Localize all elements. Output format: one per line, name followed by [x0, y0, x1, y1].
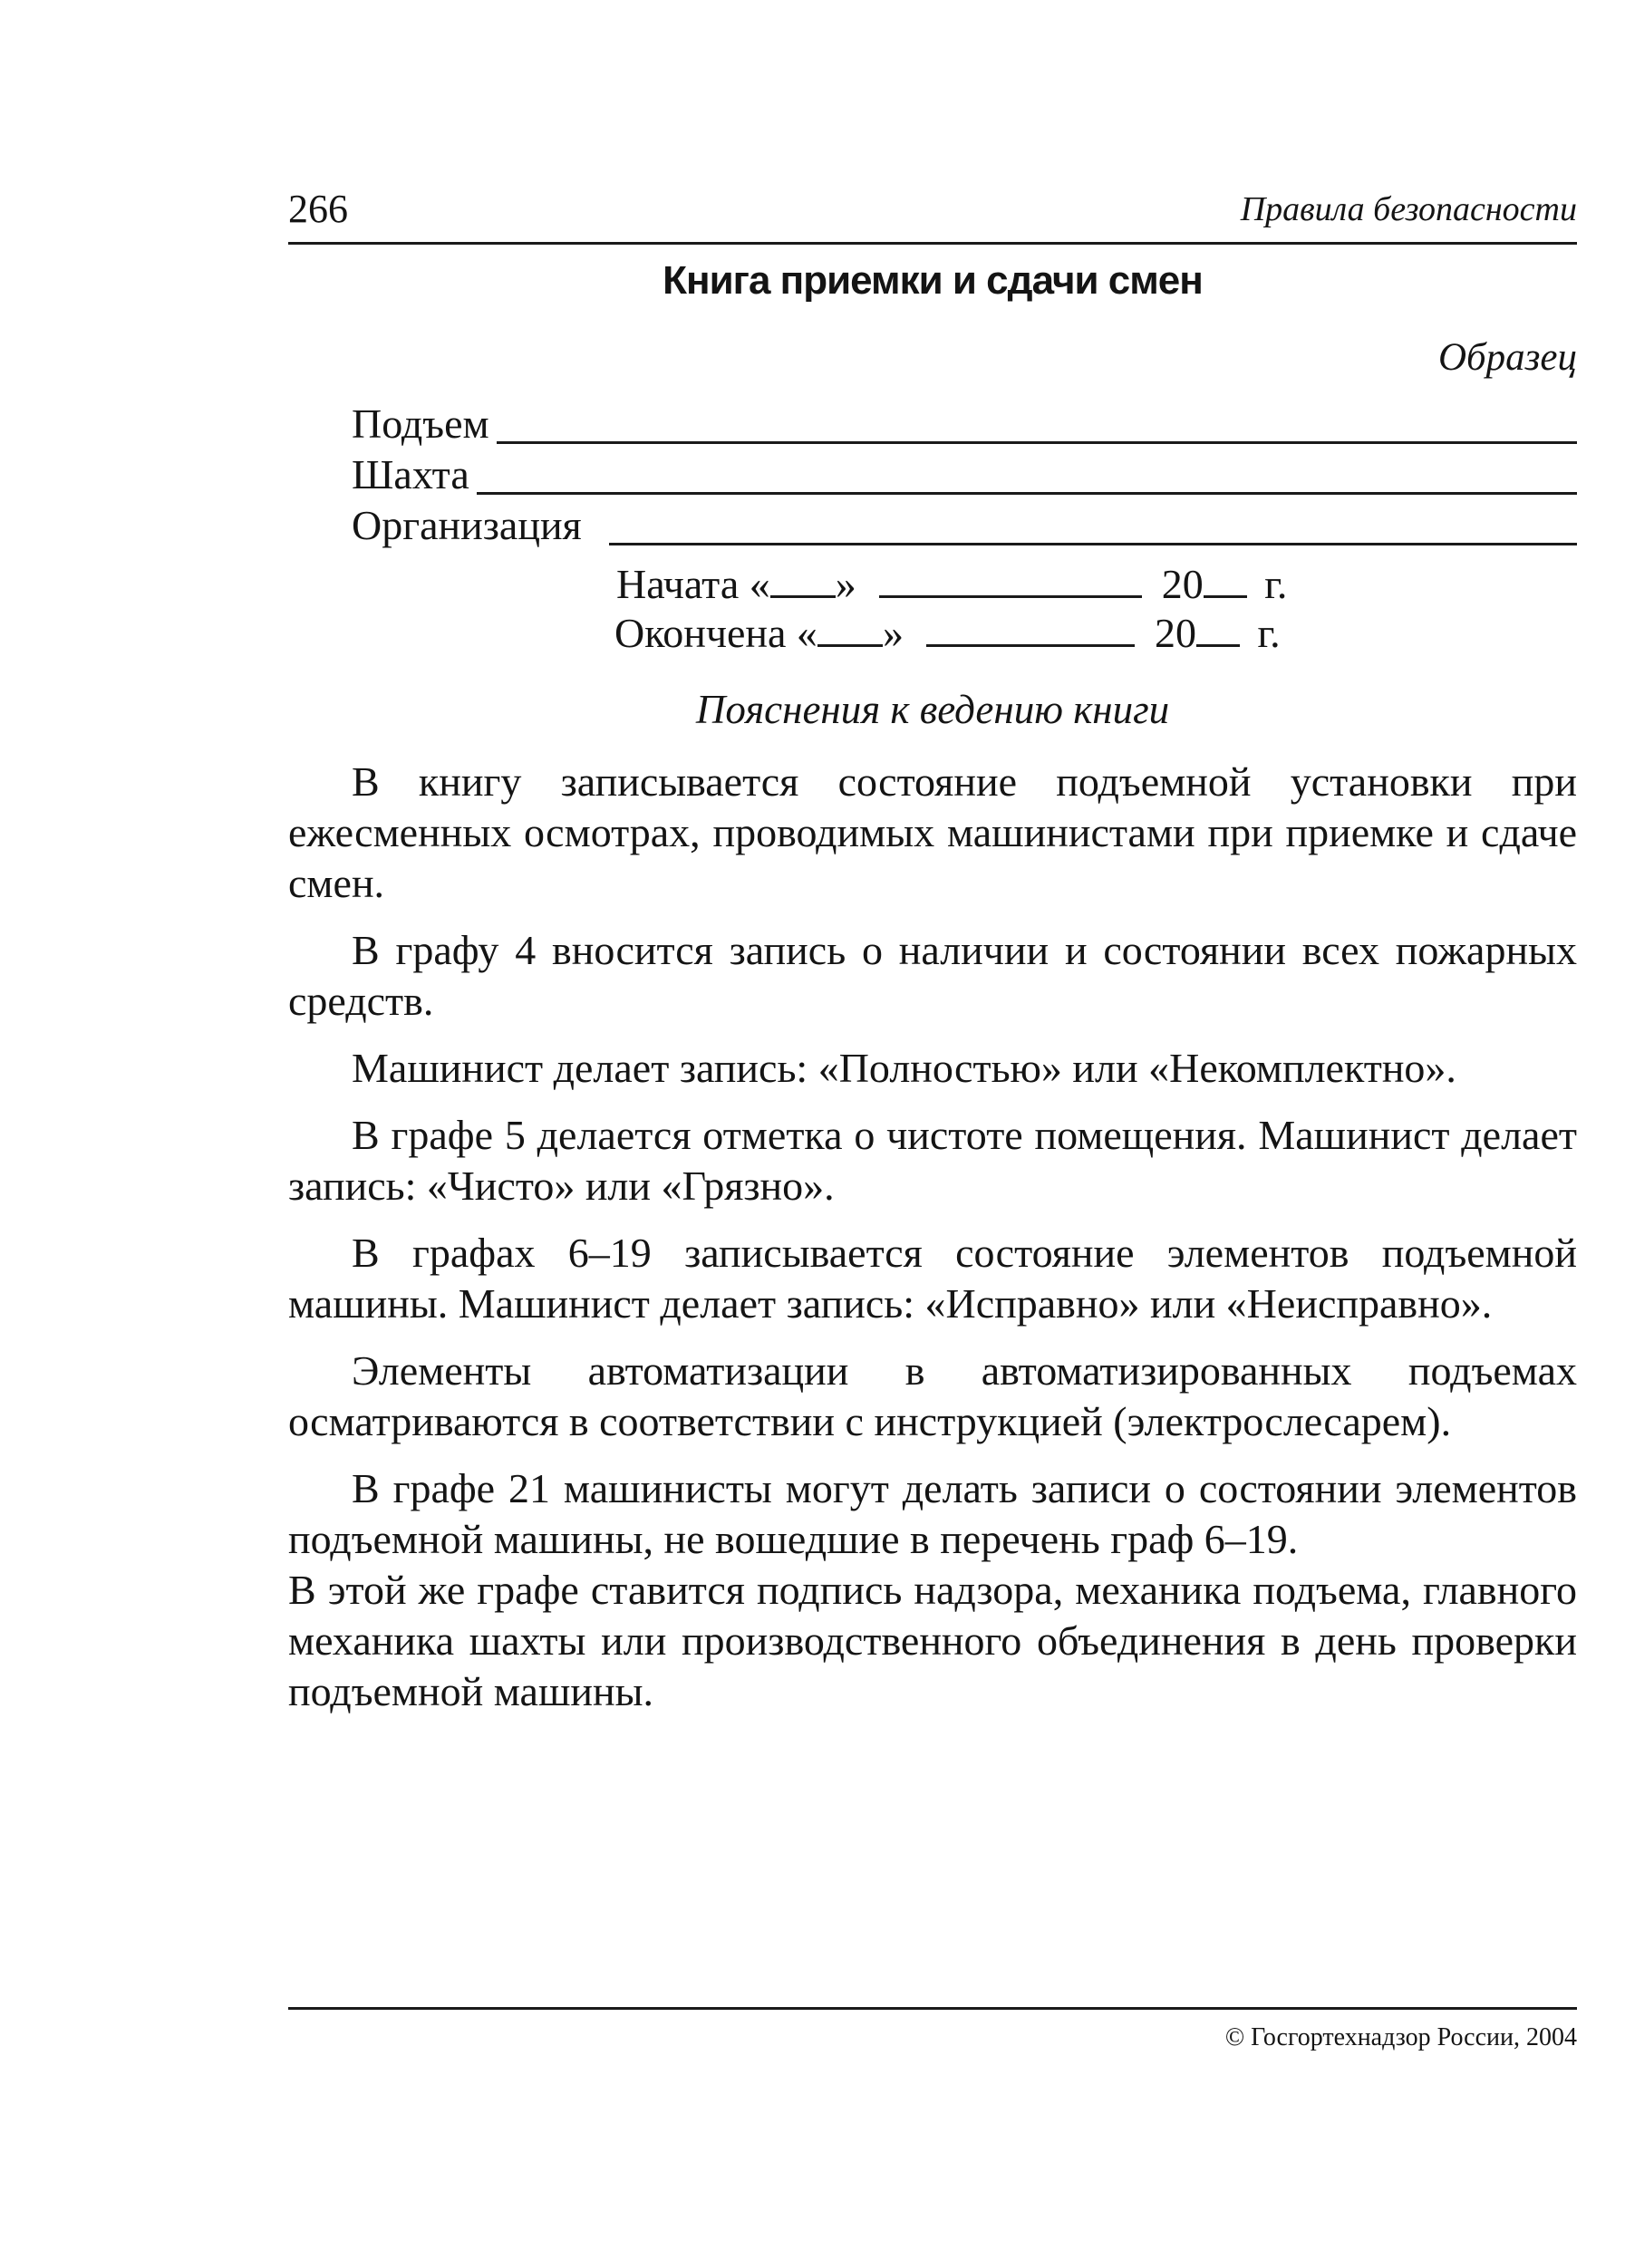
year-suffix: г.: [1257, 610, 1281, 656]
document-page: [288, 0, 1577, 2268]
page-number: 266: [288, 187, 348, 231]
month-blank: [926, 610, 1135, 647]
form-field-organization: [352, 498, 1577, 549]
ended-label: Окончена «: [614, 610, 817, 656]
running-title: Правила безопасности: [1240, 190, 1577, 228]
day-blank: [817, 610, 883, 647]
form-field-blank: [609, 503, 1577, 545]
form-field-label: Подъем: [352, 401, 489, 447]
paragraph: В этой же графе ставится подпись надзора, механика подъема, главного механика шахты или производственного объединения в день проверки подъемной машины.: [288, 1567, 1577, 1714]
paragraph: Элементы автоматизации в автоматизированных подъемах осматриваются в соответствии с инструкцией (электрослесарем).: [288, 1347, 1577, 1444]
paragraph: В графе 21 машинисты могут делать записи о состоянии элементов подъемной машины, не вошедшие в перечень граф 6–19.: [288, 1465, 1577, 1562]
year-prefix: 20: [1161, 561, 1204, 607]
started-date-line: [616, 560, 1287, 609]
form-field-lift: [352, 397, 1577, 448]
year-blank: [1196, 610, 1240, 647]
form-field-label: Организация: [352, 502, 582, 548]
sample-label: Образец: [1437, 336, 1577, 379]
year-prefix: 20: [1154, 610, 1196, 656]
ended-date-line: [614, 609, 1281, 658]
form-field-blank: [477, 452, 1577, 495]
form-field-label: Шахта: [352, 451, 469, 497]
paragraph: Машинист делает запись: «Полностью» или «Некомплектно».: [352, 1045, 1456, 1091]
explanations-title: Пояснения к ведению книги: [695, 687, 1170, 732]
paragraph: В графу 4 вносится запись о наличии и состоянии всех пожарных средств.: [288, 927, 1577, 1024]
form-field-blank: [497, 401, 1577, 444]
running-header: [288, 186, 1577, 245]
month-blank: [879, 561, 1142, 598]
paragraph: В книгу записывается состояние подъемной установки при ежесменных осмотрах, проводимых машинистами при приемке и сдаче смен.: [288, 758, 1577, 906]
footer-rule: [288, 2007, 1577, 2010]
form-field-mine: [352, 448, 1577, 498]
started-label: Начата «: [616, 561, 770, 607]
paragraph: В графах 6–19 записывается состояние элементов подъемной машины. Машинист делает запись: «Исправно» или «Неисправно».: [288, 1230, 1577, 1327]
year-blank: [1204, 561, 1247, 598]
document-title: Книга приемки и сдачи смен: [663, 258, 1203, 303]
day-blank: [770, 561, 836, 598]
explanations-body: [288, 757, 1577, 1733]
paragraph: В графе 5 делается отметка о чистоте помещения. Машинист делает запись: «Чисто» или «Грязно».: [288, 1112, 1577, 1209]
copyright: © Госгортехнадзор России, 2004: [1224, 2023, 1577, 2051]
close-quote: »: [835, 561, 856, 607]
close-quote: »: [882, 610, 904, 656]
year-suffix: г.: [1264, 561, 1288, 607]
